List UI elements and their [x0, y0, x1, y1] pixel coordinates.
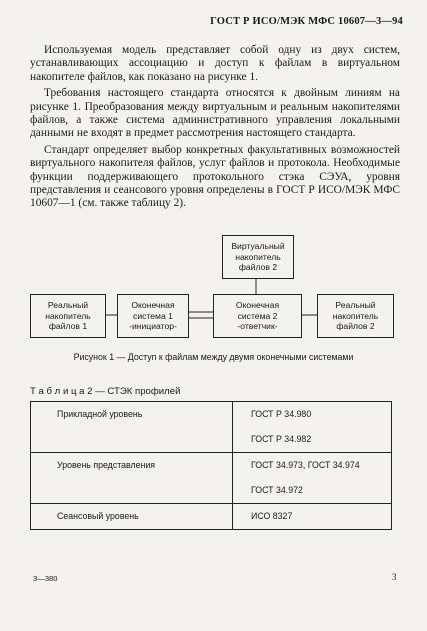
real-file-store-1-box: Реальный накопитель файлов 1: [30, 294, 106, 338]
standard-cell: ИСО 8327: [251, 511, 293, 521]
standard-cell: ГОСТ 34.973, ГОСТ 34.974: [251, 460, 360, 470]
body-text: [30, 44, 400, 211]
table-row: [31, 453, 392, 504]
page-number: 3: [392, 572, 397, 582]
paragraph: Требования настоящего стандарта относятся к двойным линиям на рисунке 1. Преобразования между виртуальным и реальным накопителями файлов, а также система административного управления локальными данными не входят в предмет рассмотрения настоящего стандарта.: [30, 87, 400, 140]
profile-stack-table: [30, 401, 392, 530]
footer-code: 3—380: [33, 574, 58, 583]
end-system-1-box: Оконечная система 1 -инициатор-: [117, 294, 189, 338]
standard-cell: ГОСТ 34.972: [251, 485, 303, 495]
page-header: ГОСТ Р ИСО/МЭК МФС 10607—3—94: [210, 16, 403, 27]
table-row: [31, 504, 392, 530]
table-caption: Т а б л и ц а 2 — СТЭК профилей: [30, 386, 181, 397]
level-cell: Уровень представления: [57, 460, 156, 470]
virtual-file-store-box: Виртуальный накопитель файлов 2: [222, 235, 294, 279]
real-file-store-2-box: Реальный накопитель файлов 2: [317, 294, 394, 338]
table-row: [31, 402, 392, 453]
level-cell: Сеансовый уровень: [57, 511, 139, 521]
standard-cell: ГОСТ Р 34.980: [251, 409, 312, 419]
standard-cell: ГОСТ Р 34.982: [251, 434, 312, 444]
end-system-2-box: Оконечная система 2 -ответчик-: [213, 294, 302, 338]
level-cell: Прикладной уровень: [57, 409, 143, 419]
figure-caption: Рисунок 1 — Доступ к файлам между двумя оконечными системами: [73, 352, 354, 362]
paragraph: Стандарт определяет выбор конкретных факультативных возможностей виртуального накопителя файлов, услуг файлов и протокола. Необходимые функции поддерживающего протокольного стэка СЭУА, уровня представления и сеансового уровня определены в ГОСТ Р ИСО/МЭК МФС 10607—1 (см. также таблицу 2).: [30, 143, 400, 210]
paragraph: Используемая модель представляет собой одну из двух систем, устанавливающих ассоциацию и доступ к файлам в виртуальном накопителе файлов, как показано на рисунке 1.: [30, 44, 400, 83]
